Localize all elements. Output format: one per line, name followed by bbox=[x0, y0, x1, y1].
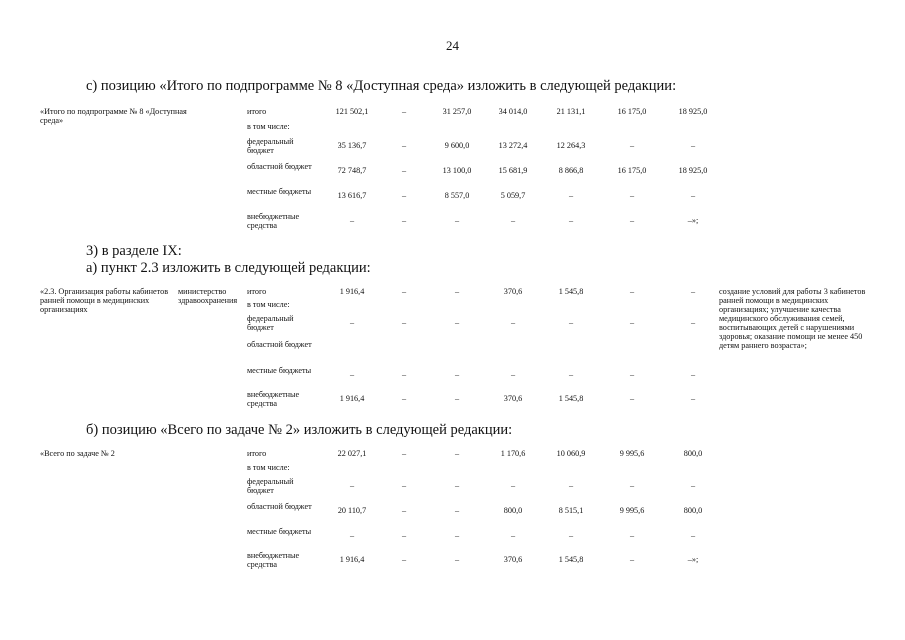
table3-name: «Всего по задаче № 2 bbox=[40, 449, 115, 458]
table-cell: – bbox=[401, 506, 407, 515]
table-cell: –»; bbox=[687, 555, 699, 564]
table-cell: – bbox=[629, 141, 635, 150]
table2-executor: министерство здравоохранения bbox=[178, 287, 238, 305]
table-cell: – bbox=[629, 394, 635, 403]
page-number: 24 bbox=[446, 38, 459, 53]
table-cell: – bbox=[401, 107, 407, 116]
table-cell: – bbox=[629, 531, 635, 540]
table-cell: 18 925,0 bbox=[678, 166, 708, 175]
table-cell: – bbox=[568, 370, 574, 379]
row-label: областной бюджет bbox=[247, 340, 312, 349]
heading-section-ix: 3) в разделе IX: bbox=[86, 243, 182, 259]
table-cell: – bbox=[401, 449, 407, 458]
table-cell: – bbox=[629, 555, 635, 564]
table-cell: 800,0 bbox=[683, 449, 703, 458]
table-cell: – bbox=[629, 370, 635, 379]
table-cell: 35 136,7 bbox=[337, 141, 367, 150]
row-label: областной бюджет bbox=[247, 162, 312, 171]
table-cell: 800,0 bbox=[503, 506, 523, 515]
table-cell: 9 600,0 bbox=[444, 141, 470, 150]
table-cell: – bbox=[690, 287, 696, 296]
table-cell: – bbox=[568, 216, 574, 225]
table-cell: – bbox=[629, 216, 635, 225]
row-label: итого bbox=[247, 107, 267, 116]
row-label: итого bbox=[247, 287, 267, 296]
table-cell: 21 131,1 bbox=[556, 107, 586, 116]
table2-name: «2.3. Организация работы кабинетов ранней помощи в медицинских организациях bbox=[40, 287, 169, 314]
row-label: в том числе: bbox=[247, 300, 290, 309]
table-cell: 1 545,8 bbox=[558, 287, 584, 296]
table2-result: создание условий для работы 3 кабинетов ранней помощи в медицинских организациях; улучшение качества медицинского обслуживания семей, воспитывающих детей с нарушениями здоровья; оказание помощи не менее 450 детям раннего возраста»; bbox=[719, 287, 866, 350]
table-cell: – bbox=[568, 318, 574, 327]
table-cell: – bbox=[401, 370, 407, 379]
table-cell: 20 110,7 bbox=[337, 506, 367, 515]
table-cell: – bbox=[454, 506, 460, 515]
table-cell: – bbox=[401, 166, 407, 175]
table-cell: – bbox=[454, 318, 460, 327]
table-cell: – bbox=[510, 481, 516, 490]
table-cell: – bbox=[690, 318, 696, 327]
table-cell: – bbox=[401, 191, 407, 200]
table-cell: 121 502,1 bbox=[335, 107, 369, 116]
table-cell: 72 748,7 bbox=[337, 166, 367, 175]
table-cell: 16 175,0 bbox=[617, 107, 647, 116]
row-label: федеральный бюджет bbox=[247, 477, 294, 495]
row-label: местные бюджеты bbox=[247, 366, 312, 375]
table-cell: – bbox=[454, 216, 460, 225]
table-cell: 370,6 bbox=[503, 287, 523, 296]
table-cell: – bbox=[454, 394, 460, 403]
table-cell: – bbox=[629, 287, 635, 296]
table-cell: – bbox=[401, 555, 407, 564]
row-label: в том числе: bbox=[247, 122, 290, 131]
table-cell: – bbox=[349, 216, 355, 225]
table-cell: – bbox=[401, 481, 407, 490]
table-cell: 13 272,4 bbox=[498, 141, 528, 150]
row-label: внебюджетные средства bbox=[247, 212, 300, 230]
row-label: федеральный бюджет bbox=[247, 314, 294, 332]
table-cell: – bbox=[401, 287, 407, 296]
row-label: внебюджетные средства bbox=[247, 551, 300, 569]
table-cell: – bbox=[454, 531, 460, 540]
table-cell: – bbox=[510, 370, 516, 379]
table-cell: 12 264,3 bbox=[556, 141, 586, 150]
table-cell: – bbox=[629, 481, 635, 490]
table1-name: «Итого по подпрограмме № 8 «Доступная среда» bbox=[40, 107, 187, 125]
table-cell: 8 557,0 bbox=[444, 191, 470, 200]
table-cell: 18 925,0 bbox=[678, 107, 708, 116]
table-cell: 1 916,4 bbox=[339, 394, 365, 403]
table-cell: – bbox=[510, 216, 516, 225]
table-cell: – bbox=[690, 191, 696, 200]
table-cell: 8 866,8 bbox=[558, 166, 584, 175]
row-label: областной бюджет bbox=[247, 502, 312, 511]
table-cell: 16 175,0 bbox=[617, 166, 647, 175]
table-cell: 13 100,0 bbox=[442, 166, 472, 175]
table-cell: 800,0 bbox=[683, 506, 703, 515]
table-cell: – bbox=[629, 318, 635, 327]
table-cell: 13 616,7 bbox=[337, 191, 367, 200]
table-cell: – bbox=[629, 191, 635, 200]
row-label: федеральный бюджет bbox=[247, 137, 294, 155]
table-cell: – bbox=[349, 531, 355, 540]
table-cell: 22 027,1 bbox=[337, 449, 367, 458]
table-cell: – bbox=[568, 531, 574, 540]
table-cell: – bbox=[401, 141, 407, 150]
table-cell: – bbox=[454, 287, 460, 296]
table-cell: – bbox=[454, 370, 460, 379]
table-cell: – bbox=[349, 370, 355, 379]
table-cell: 1 545,8 bbox=[558, 555, 584, 564]
table-cell: 1 170,6 bbox=[500, 449, 526, 458]
table-cell: 34 014,0 bbox=[498, 107, 528, 116]
table-cell: – bbox=[568, 481, 574, 490]
table-cell: 9 995,6 bbox=[619, 449, 645, 458]
table-cell: – bbox=[690, 394, 696, 403]
table-cell: – bbox=[454, 555, 460, 564]
table-cell: – bbox=[690, 370, 696, 379]
table-cell: 1 916,4 bbox=[339, 287, 365, 296]
table-cell: 15 681,9 bbox=[498, 166, 528, 175]
table-cell: 9 995,6 bbox=[619, 506, 645, 515]
row-label: местные бюджеты bbox=[247, 527, 312, 536]
table-cell: 1 916,4 bbox=[339, 555, 365, 564]
table-cell: 5 059,7 bbox=[500, 191, 526, 200]
table-cell: – bbox=[349, 318, 355, 327]
table-cell: – bbox=[401, 318, 407, 327]
table-cell: 370,6 bbox=[503, 555, 523, 564]
table-cell: – bbox=[510, 318, 516, 327]
table-cell: – bbox=[510, 531, 516, 540]
table-cell: 370,6 bbox=[503, 394, 523, 403]
table-cell: – bbox=[454, 449, 460, 458]
table-cell: – bbox=[690, 141, 696, 150]
heading-b: б) позицию «Всего по задаче № 2» изложить в следующей редакции: bbox=[86, 422, 513, 438]
row-label: в том числе: bbox=[247, 463, 290, 472]
table-cell: – bbox=[349, 481, 355, 490]
table-cell: – bbox=[454, 481, 460, 490]
table-cell: – bbox=[690, 481, 696, 490]
table-cell: 1 545,8 bbox=[558, 394, 584, 403]
heading-c: с) позицию «Итого по подпрограмме № 8 «Доступная среда» изложить в следующей редакции: bbox=[86, 78, 677, 94]
table-cell: – bbox=[690, 531, 696, 540]
row-label: внебюджетные средства bbox=[247, 390, 300, 408]
table-cell: 31 257,0 bbox=[442, 107, 472, 116]
row-label: местные бюджеты bbox=[247, 187, 312, 196]
table-cell: – bbox=[568, 191, 574, 200]
table-cell: –»; bbox=[687, 216, 699, 225]
table-cell: – bbox=[401, 394, 407, 403]
table-cell: 8 515,1 bbox=[558, 506, 584, 515]
heading-a: а) пункт 2.3 изложить в следующей редакции: bbox=[86, 260, 371, 276]
table-cell: – bbox=[401, 531, 407, 540]
table-cell: 10 060,9 bbox=[556, 449, 586, 458]
row-label: итого bbox=[247, 449, 267, 458]
table-cell: – bbox=[401, 216, 407, 225]
